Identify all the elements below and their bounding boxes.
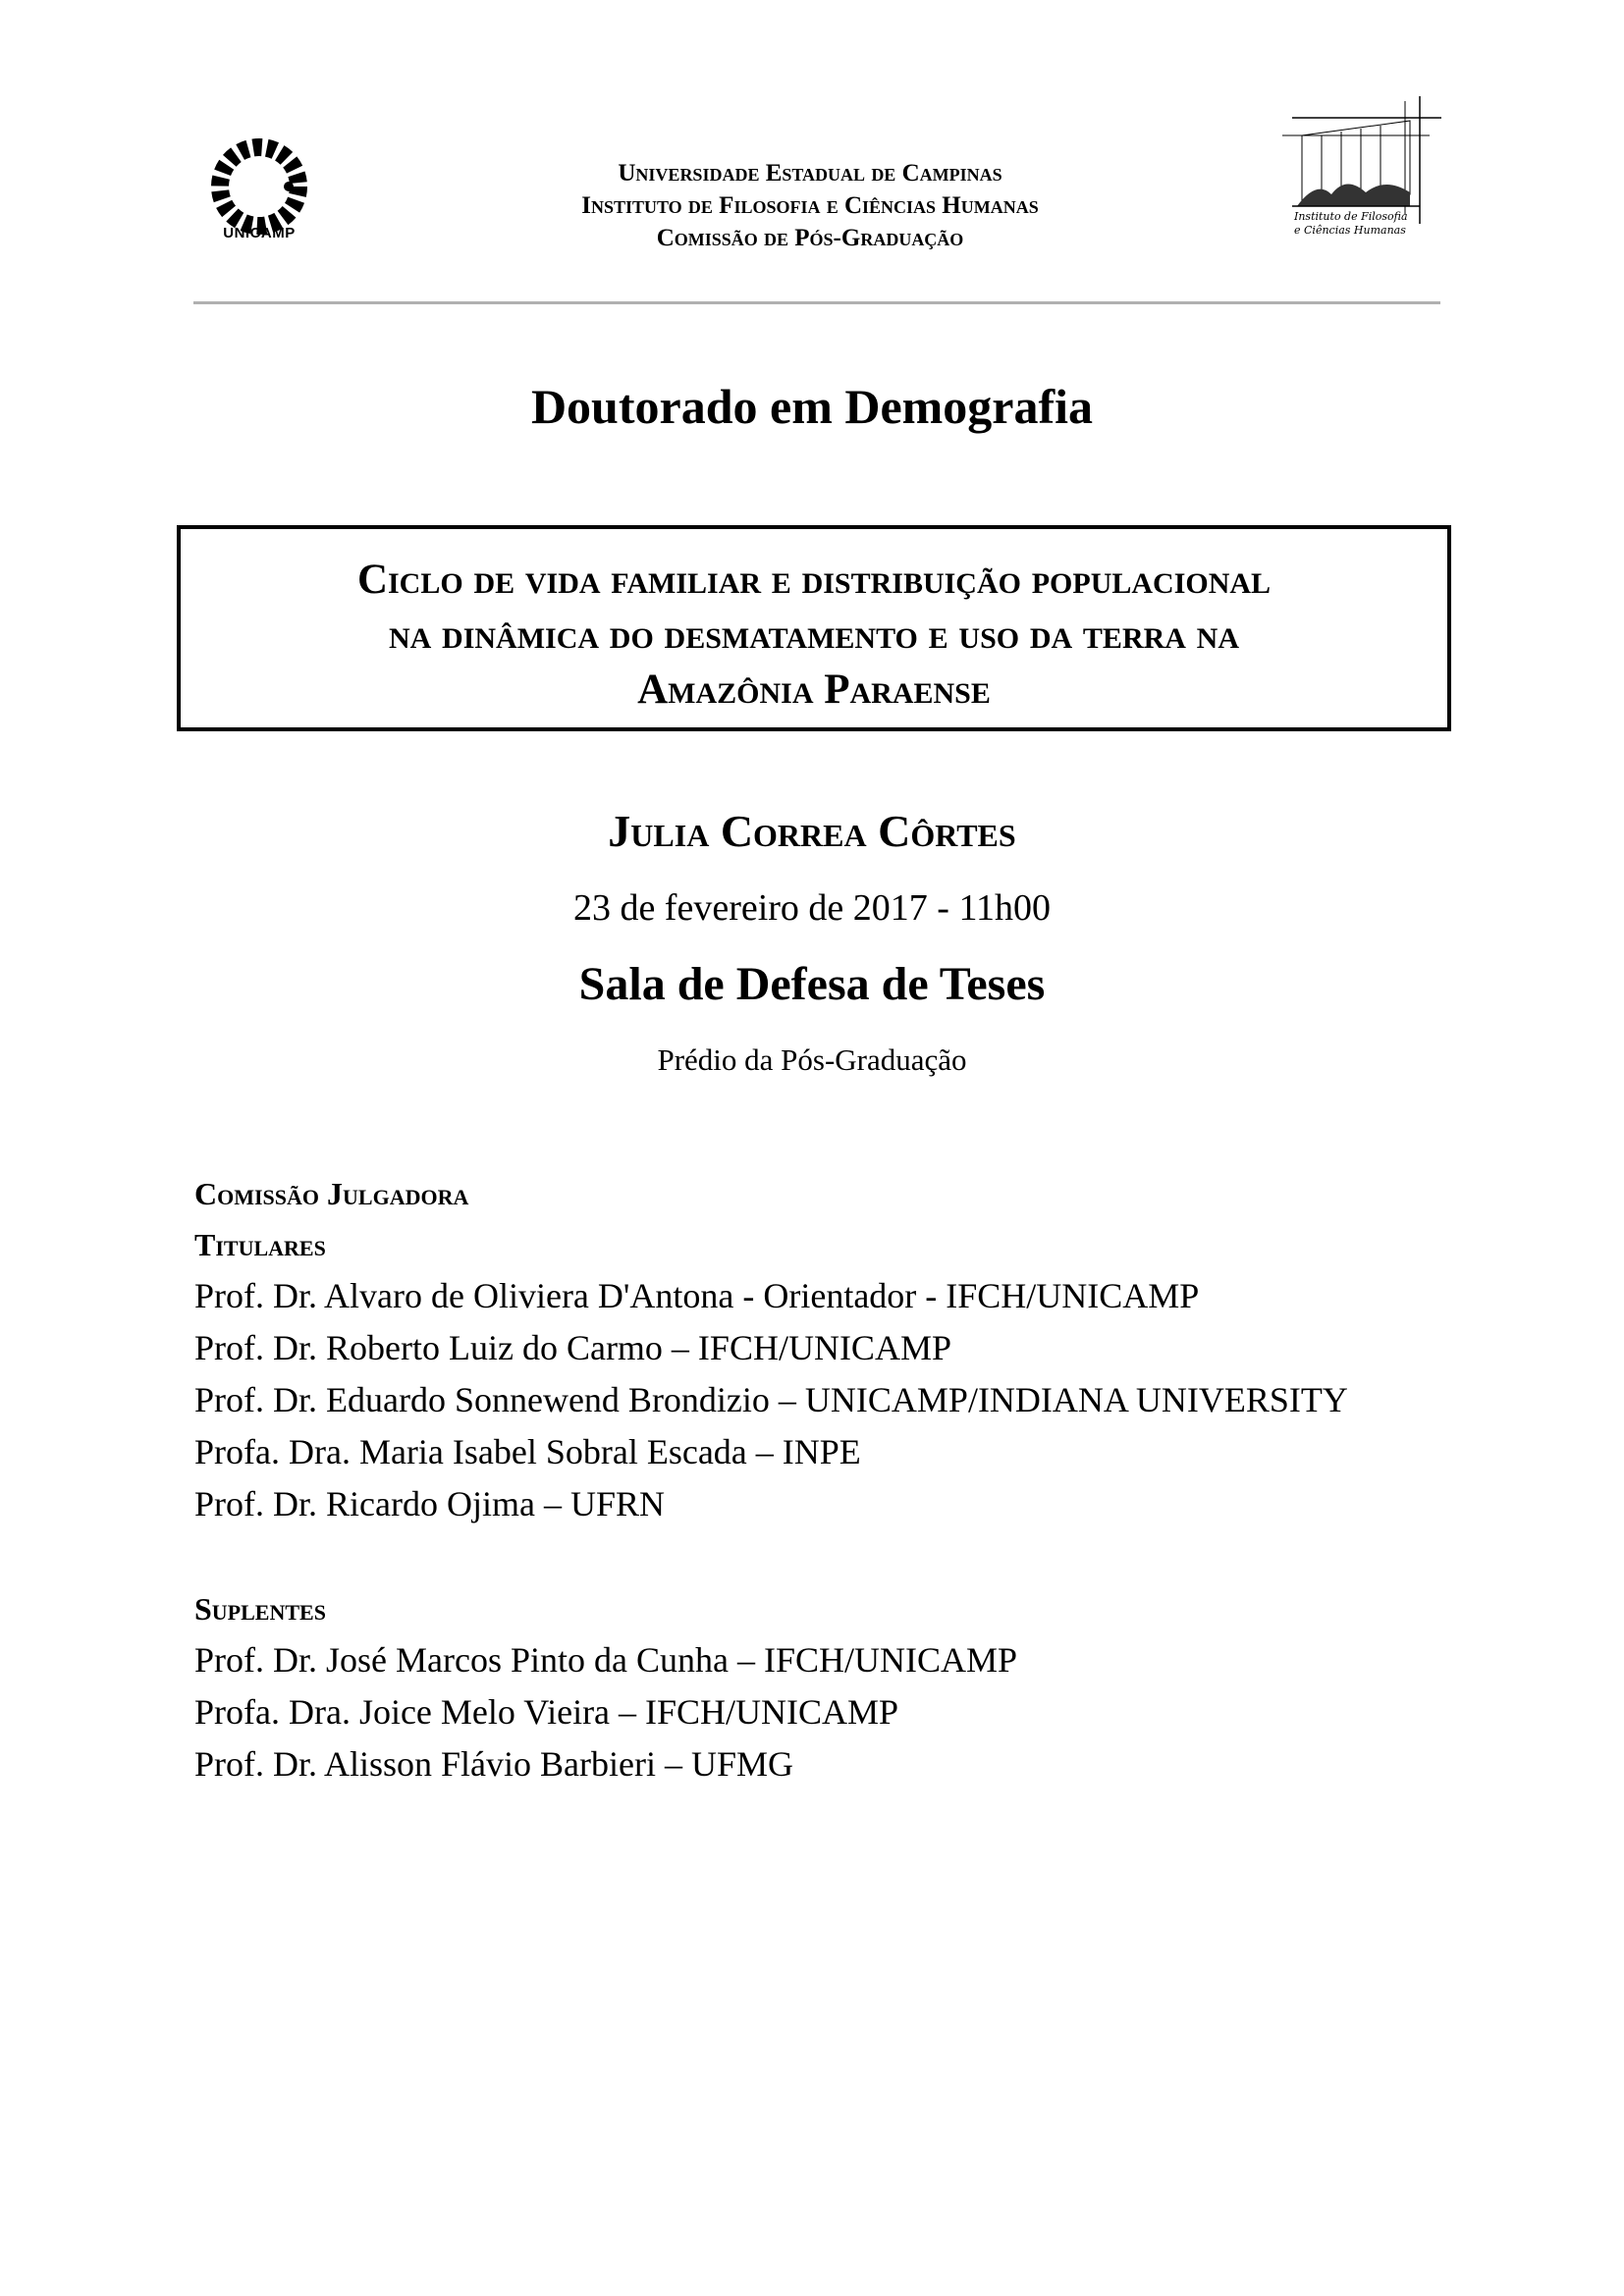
defense-datetime: 23 de fevereiro de 2017 - 11h00 (572, 887, 1052, 929)
commission-name: Comissão de Pós-Graduação (656, 225, 964, 251)
committee-member: Prof. Dr. José Marcos Pinto da Cunha – IFCH/UNICAMP (194, 1640, 1018, 1680)
committee-member: Prof. Dr. Roberto Luiz do Carmo – IFCH/UNICAMP (194, 1328, 951, 1367)
thesis-title-line: Amazônia Paraense (637, 667, 991, 713)
committee-section (194, 1168, 1471, 1790)
defense-venue: Sala de Defesa de Teses (578, 958, 1046, 1010)
program-title: Doutorado em Demografia (530, 379, 1094, 434)
section-spacer (194, 1530, 1471, 1583)
committee-member: Prof. Dr. Alisson Flávio Barbieri – UFMG (194, 1744, 794, 1784)
thesis-title-line: na dinâmica do desmatamento e uso da terra na (388, 612, 1240, 658)
committee-member: Prof. Dr. Alvaro de Oliviera D'Antona - Orientador - IFCH/UNICAMP (194, 1276, 1200, 1315)
committee-member: Profa. Dra. Joice Melo Vieira – IFCH/UNICAMP (194, 1692, 899, 1732)
author-name: Julia Correa Côrtes (608, 806, 1016, 856)
thesis-title (181, 553, 1447, 718)
svg-text:Instituto de Filosofia: Instituto de Filosofia (1294, 210, 1408, 223)
university-name: Universidade Estadual de Campinas (618, 160, 1002, 187)
titulares-heading: Titulares (194, 1227, 326, 1262)
committee-member: Prof. Dr. Ricardo Ojima – UFRN (194, 1484, 665, 1523)
svg-text:e Ciências Humanas: e Ciências Humanas (1294, 224, 1406, 237)
ifch-building-logo-icon (1272, 96, 1441, 253)
committee-member: Prof. Dr. Eduardo Sonnewend Brondizio – UNICAMP/INDIANA UNIVERSITY (194, 1380, 1348, 1419)
header-divider (193, 301, 1440, 304)
thesis-title-line: Ciclo de vida familiar e distribuição populacional (356, 557, 1272, 603)
institution-header (393, 157, 1227, 254)
unicamp-logo-label: UNICAMP (223, 225, 296, 241)
thesis-title-box (177, 525, 1451, 731)
institute-name: Instituto de Filosofia e Ciências Humanas (581, 192, 1039, 219)
committee-member: Profa. Dra. Maria Isabel Sobral Escada – INPE (194, 1432, 861, 1471)
defense-building: Prédio da Pós-Graduação (657, 1042, 967, 1077)
committee-heading: Comissão Julgadora (194, 1176, 469, 1211)
suplentes-heading: Suplentes (194, 1591, 326, 1627)
